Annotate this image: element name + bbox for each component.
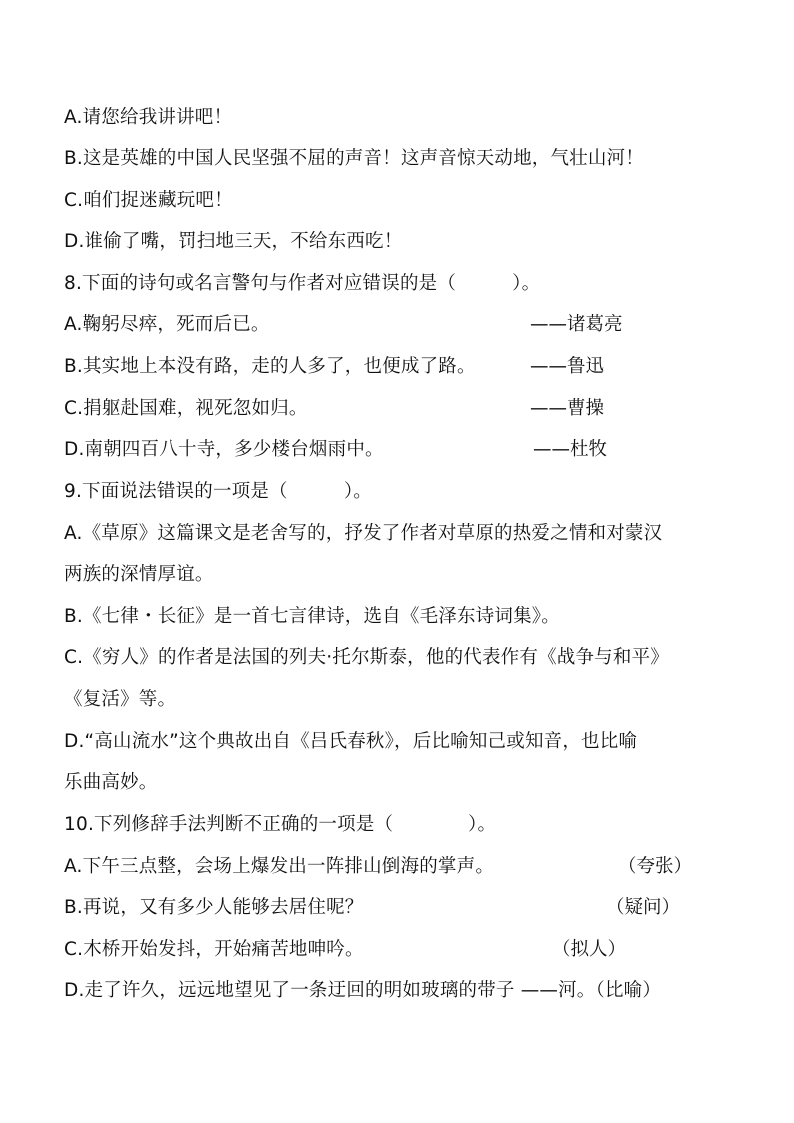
q10-option-c-tag: （拟人）: [552, 939, 627, 960]
q9-option-a: A.《草原》这篇课文是老舍写的，抒发了作者对草原的热爱之情和对蒙汉: [64, 523, 663, 544]
q9-option-b: B.《七律・长征》是一首七言律诗，选自《毛泽东诗词集》。: [64, 606, 560, 627]
q9-option-c-cont: 《复活》等。: [64, 689, 177, 710]
q7-option-b: B.这是英雄的中国人民坚强不屈的声音！这声音惊天动地，气壮山河！: [64, 148, 644, 169]
q9-stem: 9.下面说法错误的一项是（ ）。: [64, 481, 373, 502]
q10-option-b: B.再说，又有多少人能够去居住呢？: [64, 897, 364, 918]
q8-option-d: D.南朝四百八十寺，多少楼台烟雨中。: [64, 439, 384, 460]
q8-option-c: C.捐躯赴国难，视死忽如归。: [64, 398, 308, 419]
q9-option-d-cont: 乐曲高妙。: [64, 772, 158, 793]
q10-option-d: D.走了许久，远远地望见了一条迂回的明如玻璃的带子 ——河。（比喻）: [64, 980, 662, 1001]
q8-option-d-author: ——杜牧: [533, 439, 608, 460]
q10-option-a: A.下午三点整，会场上爆发出一阵排山倒海的掌声。: [64, 856, 495, 877]
q8-option-a: A.鞠躬尽瘁，死而后已。: [64, 314, 270, 335]
q7-option-a: A.请您给我讲讲吧！: [64, 107, 233, 128]
q10-option-b-tag: （疑问）: [606, 897, 681, 918]
q10-stem: 10.下列修辞手法判断不正确的一项是（ ）。: [64, 814, 497, 835]
q9-option-c: C.《穷人》的作者是法国的列夫·托尔斯泰，他的代表作有《战争与和平》: [64, 647, 669, 668]
q9-option-a-cont: 两族的深情厚谊。: [64, 564, 214, 585]
q8-option-a-author: ——诸葛亮: [530, 314, 623, 335]
q8-option-b-author: ——鲁迅: [530, 356, 605, 377]
q9-option-d: D.“高山流水”这个典故出自《吕氏春秋》，后比喻知己或知音，也比喻: [64, 731, 638, 752]
q10-option-a-tag: （夸张）: [618, 856, 693, 877]
q8-stem: 8.下面的诗句或名言警句与作者对应错误的是（ ）。: [64, 273, 541, 294]
q7-option-d: D.谁偷了嘴，罚扫地三天，不给东西吃！: [64, 231, 403, 252]
q10-option-c: C.木桥开始发抖，开始痛苦地呻吟。: [64, 939, 364, 960]
q8-option-b: B.其实地上本没有路，走的人多了，也便成了路。: [64, 356, 476, 377]
q8-option-c-author: ——曹操: [530, 398, 605, 419]
q7-option-c: C.咱们捉迷藏玩吧！: [64, 190, 233, 211]
